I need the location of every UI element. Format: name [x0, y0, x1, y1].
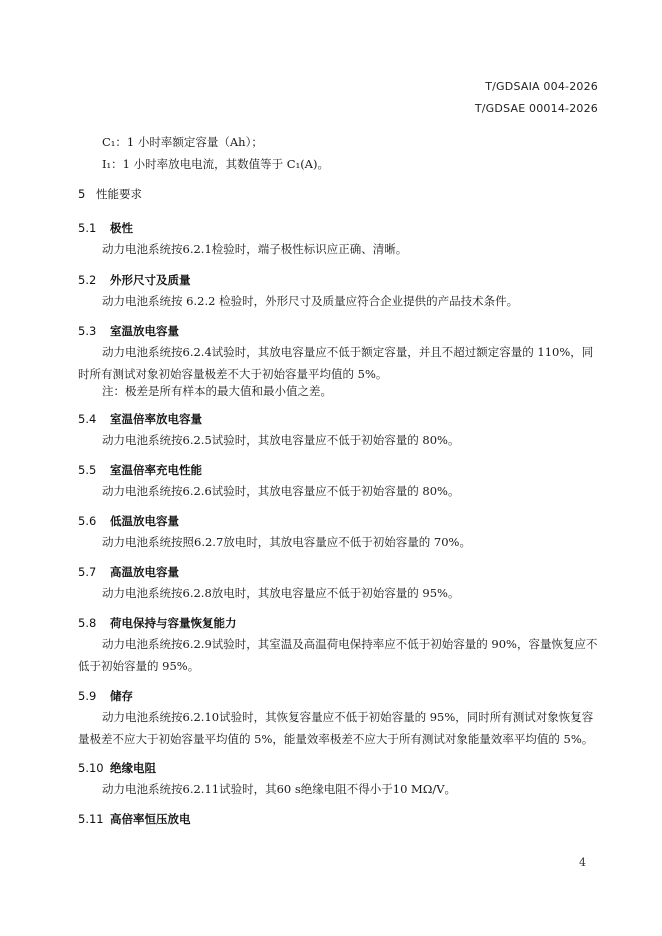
section-5-5-heading	[78, 462, 202, 478]
section-5-7-text: 动力电池系统按6.2.8放电时，其放电容量应不低于初始容量的 95%。	[102, 586, 460, 600]
section-title: 储存	[110, 689, 133, 703]
section-title: 外形尺寸及质量	[110, 273, 191, 287]
standard-number-1: T/GDSAIA 004-2026	[485, 80, 598, 93]
section-title: 性能要求	[96, 187, 142, 201]
section-5-4-text: 动力电池系统按6.2.5试验时，其放电容量应不低于初始容量的 80%。	[102, 433, 460, 447]
section-5-6-text: 动力电池系统按照6.2.7放电时，其放电容量应不低于初始容量的 70%。	[102, 535, 471, 549]
section-title: 绝缘电阻	[110, 761, 156, 775]
section-5-6-heading	[78, 513, 179, 529]
standard-number-2: T/GDSAE 00014-2026	[474, 102, 598, 115]
section-5-3-note: 注：极差是所有样本的最大值和最小值之差。	[102, 384, 332, 398]
section-title: 高倍率恒压放电	[110, 812, 191, 826]
section-5-8-text: 动力电池系统按6.2.9试验时，其室温及高温荷电保持率应不低于初始容量的 90%，容量恢复应不低于初始容量的 95%。	[78, 637, 598, 673]
section-5-2-heading	[78, 272, 191, 288]
section-title: 低温放电容量	[110, 514, 179, 528]
section-number: 5.4	[78, 412, 97, 426]
section-5-5-text: 动力电池系统按6.2.6试验时，其放电容量应不低于初始容量的 80%。	[102, 484, 460, 498]
section-title: 室温放电容量	[110, 324, 179, 338]
section-number: 5.10	[78, 761, 104, 775]
section-5-4-heading	[78, 411, 202, 427]
section-5-1-text: 动力电池系统按6.2.1检验时，端子极性标识应正确、清晰。	[102, 242, 408, 256]
section-number: 5.11	[78, 812, 104, 826]
section-5-2-text: 动力电池系统按 6.2.2 检验时，外形尺寸及质量应符合企业提供的产品技术条件。	[102, 294, 519, 308]
section-title: 室温倍率放电容量	[110, 412, 202, 426]
section-number: 5.5	[78, 463, 97, 477]
section-title: 荷电保持与容量恢复能力	[110, 616, 237, 630]
section-number: 5.1	[78, 221, 97, 235]
section-5-9-text: 动力电池系统按6.2.10试验时，其恢复容量应不低于初始容量的 95%，同时所有测试对象恢复容量极差不应大于初始容量平均值的 5%，能量效率极差不应大于所有测试对象能量效率平均值的 5%。	[78, 710, 594, 746]
section-5-10-heading	[78, 760, 156, 776]
section-title: 室温倍率充电性能	[110, 463, 202, 477]
section-5-8-heading	[78, 615, 237, 631]
section-5-3-text: 动力电池系统按6.2.4试验时，其放电容量应不低于额定容量，并且不超过额定容量的 110%，同时所有测试对象初始容量极差不大于初始容量平均值的 5%。	[78, 345, 594, 381]
section-number: 5.7	[78, 565, 97, 579]
section-number: 5.3	[78, 324, 97, 338]
section-5-heading	[78, 186, 142, 202]
section-5-10-text: 动力电池系统按6.2.11试验时，其60 s绝缘电阻不得小于10 MΩ/V。	[102, 782, 457, 796]
definition-i1: I₁：1 小时率放电电流，其数值等于 C₁(A)。	[102, 157, 329, 171]
section-5-9-heading	[78, 688, 133, 704]
section-5-7-heading	[78, 564, 179, 580]
section-title: 极性	[110, 221, 133, 235]
section-number: 5.2	[78, 273, 97, 287]
page-number: 4	[579, 856, 586, 869]
definition-c1: C₁：1 小时率额定容量（Ah）；	[102, 135, 263, 149]
section-number: 5	[78, 187, 86, 201]
section-5-1-heading	[78, 220, 133, 236]
section-5-11-heading	[78, 811, 191, 827]
section-number: 5.9	[78, 689, 97, 703]
section-5-3-heading	[78, 323, 179, 339]
section-title: 高温放电容量	[110, 565, 179, 579]
section-number: 5.8	[78, 616, 97, 630]
section-number: 5.6	[78, 514, 97, 528]
